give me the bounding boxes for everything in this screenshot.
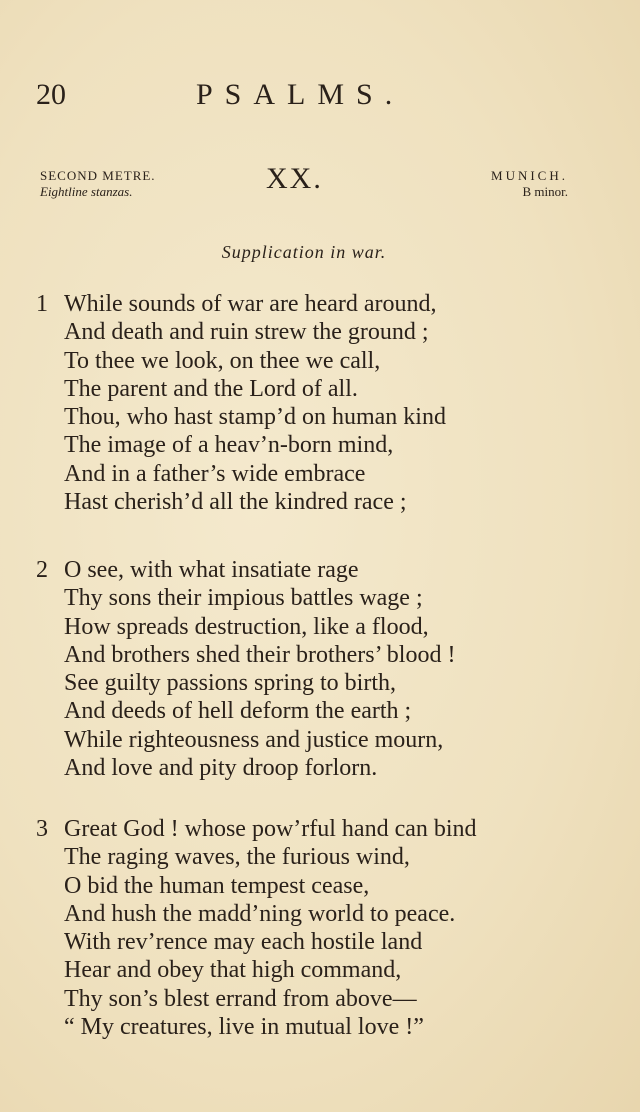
stanza-number: 2 — [36, 557, 48, 583]
tune-name: MUNICH. — [491, 168, 568, 183]
verse-line: The raging waves, the furious wind, — [64, 844, 410, 871]
verse-text: While sounds of war are heard around, — [64, 291, 437, 317]
tune-info — [491, 168, 568, 200]
verse-line: While righteousness and justice mourn, — [64, 726, 444, 753]
stanza-number: 3 — [36, 816, 48, 842]
running-head — [0, 78, 640, 118]
verse-line — [36, 815, 616, 843]
psalm-number: XX. — [266, 162, 323, 195]
stanza — [36, 815, 616, 1041]
verse-line: And deeds of hell deform the earth ; — [64, 698, 412, 725]
verse-line: O bid the human tempest cease, — [64, 872, 370, 899]
verse-line: “ My creatures, live in mutual love !” — [64, 1014, 424, 1041]
stanza — [36, 556, 616, 782]
verse-line: With rev’rence may each hostile land — [64, 929, 423, 956]
verse-line: And love and pity droop forlorn. — [64, 755, 378, 782]
verse-line: Thou, who hast stamp’d on human kind — [64, 404, 446, 431]
verse-line: The image of a heav’n-born mind, — [64, 432, 394, 459]
page-number: 20 — [36, 78, 66, 111]
metre-label: SECOND METRE. — [40, 168, 156, 183]
verse-line: To thee we look, on thee we call, — [64, 347, 381, 374]
stanza — [36, 290, 616, 516]
running-title: PSALMS. — [196, 78, 405, 111]
metre-info — [40, 168, 156, 200]
verse-line — [36, 556, 616, 584]
stanza-form-label: Eightline stanzas. — [40, 184, 133, 199]
psalm-subtitle: Supplication in war. — [221, 242, 387, 262]
verse-line: Hast cherish’d all the kindred race ; — [64, 489, 407, 516]
verse-line — [36, 290, 616, 318]
verse-line: And hush the madd’ning world to peace. — [64, 900, 456, 927]
tune-key: B minor. — [522, 184, 568, 199]
verse-line: How spreads destruction, like a flood, — [64, 613, 429, 640]
verse-line: The parent and the Lord of all. — [64, 375, 358, 402]
verse-line: And brothers shed their brothers’ blood ! — [64, 641, 456, 668]
verse-text: O see, with what insatiate rage — [64, 557, 359, 583]
verse-line: And in a father’s wide embrace — [64, 460, 366, 487]
verse-line: And death and ruin strew the ground ; — [64, 319, 429, 346]
verse-line: Thy son’s blest errand from above— — [64, 985, 417, 1012]
verse-line: Thy sons their impious battles wage ; — [64, 585, 423, 612]
stanza-number: 1 — [36, 291, 48, 317]
verse-text: Great God ! whose pow’rful hand can bind — [64, 816, 477, 842]
verse-line: Hear and obey that high command, — [64, 957, 402, 984]
verse-line: See guilty passions spring to birth, — [64, 670, 396, 697]
